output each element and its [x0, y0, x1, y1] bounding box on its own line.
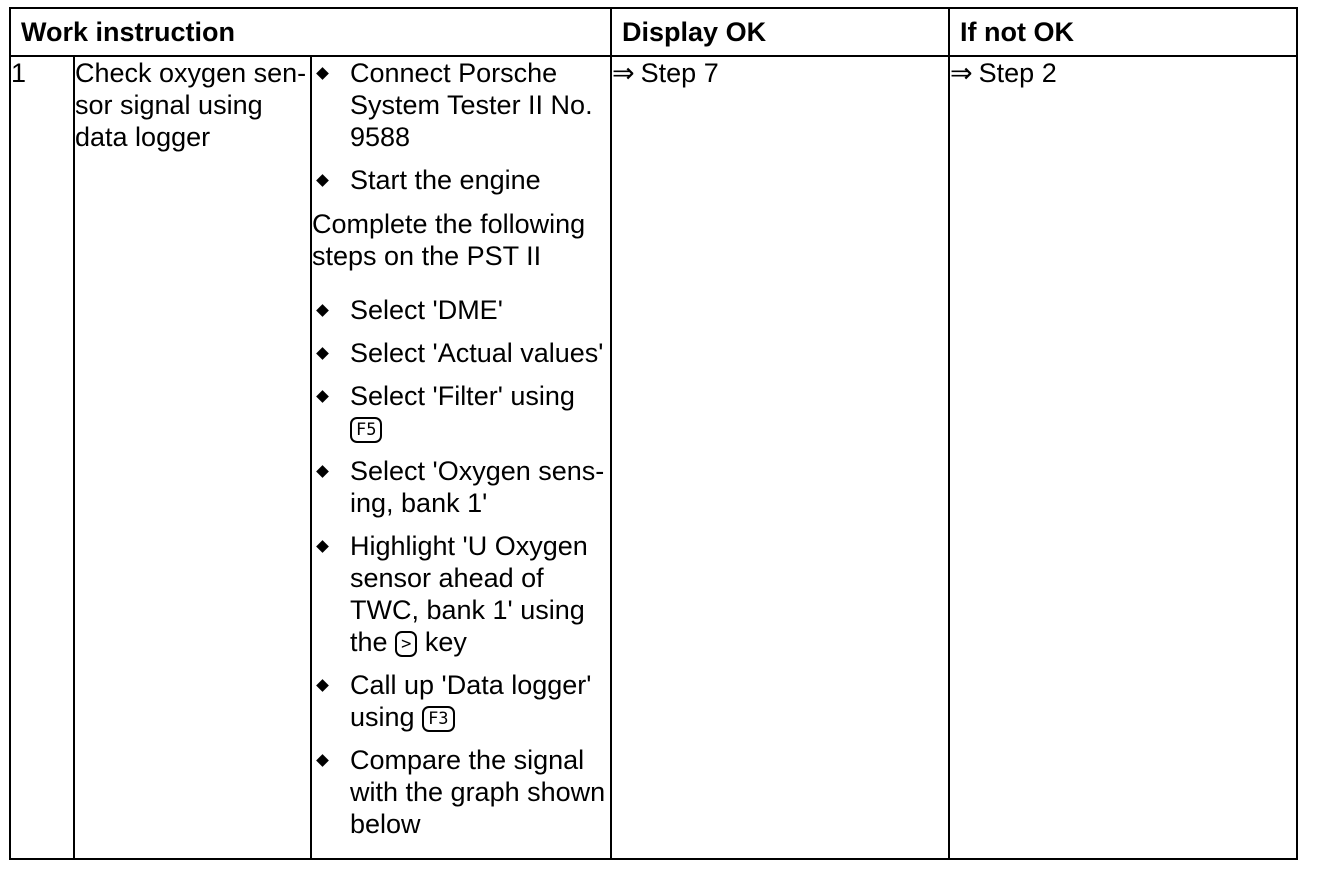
- implies-arrow-icon: ⇒: [950, 58, 973, 88]
- list-item: Select 'Filter' using F5: [312, 380, 610, 444]
- bullet-diamond-icon: [316, 390, 329, 403]
- step-number: 1: [11, 58, 27, 88]
- bullet-diamond-icon: [316, 347, 329, 360]
- instruction-paragraph: Complete the following steps on the PST II: [312, 209, 586, 271]
- header-work-instruction: Work instruction: [10, 8, 611, 56]
- display-ok-value: Step 7: [640, 58, 719, 88]
- list-item: Select 'Oxygen sens- ing, bank 1': [312, 455, 610, 519]
- list-item: Compare the signal with the graph shown below: [312, 744, 610, 840]
- step-number-cell: [10, 56, 74, 859]
- work-instruction-table: [9, 7, 1298, 860]
- bullet-diamond-icon: [316, 540, 329, 553]
- list-item: Call up 'Data logger' using F3: [312, 669, 610, 733]
- if-not-ok-cell: [949, 56, 1297, 859]
- instruction-steps-cell: [311, 56, 611, 859]
- list-item: Highlight 'U Oxygen sensor ahead of TWC, bank 1' using the > key: [312, 530, 610, 658]
- key-f3-icon: F3: [422, 706, 454, 732]
- list-item: Connect Porsche System Tester II No. 9588: [312, 57, 610, 153]
- header-display-ok: Display OK: [611, 8, 949, 56]
- bullet-diamond-icon: [316, 465, 329, 478]
- key-f5-icon: F5: [350, 417, 382, 443]
- if-not-ok-value: Step 2: [978, 58, 1057, 88]
- implies-arrow-icon: ⇒: [612, 58, 635, 88]
- step-title: Check oxygen sen- sor signal using data logger: [75, 58, 307, 152]
- key-right-arrow-icon: >: [395, 631, 417, 657]
- bullet-diamond-icon: [316, 304, 329, 317]
- bullet-diamond-icon: [316, 174, 329, 187]
- header-row: [10, 8, 1297, 56]
- header-if-not-ok: If not OK: [949, 8, 1297, 56]
- bullet-diamond-icon: [316, 754, 329, 767]
- bullet-diamond-icon: [316, 679, 329, 692]
- bullet-diamond-icon: [316, 67, 329, 80]
- display-ok-cell: [611, 56, 949, 859]
- step-title-cell: [74, 56, 311, 859]
- list-item: Start the engine: [312, 164, 610, 196]
- list-item: Select 'DME': [312, 294, 610, 326]
- list-item: Select 'Actual values': [312, 337, 610, 369]
- table-row: [10, 56, 1297, 859]
